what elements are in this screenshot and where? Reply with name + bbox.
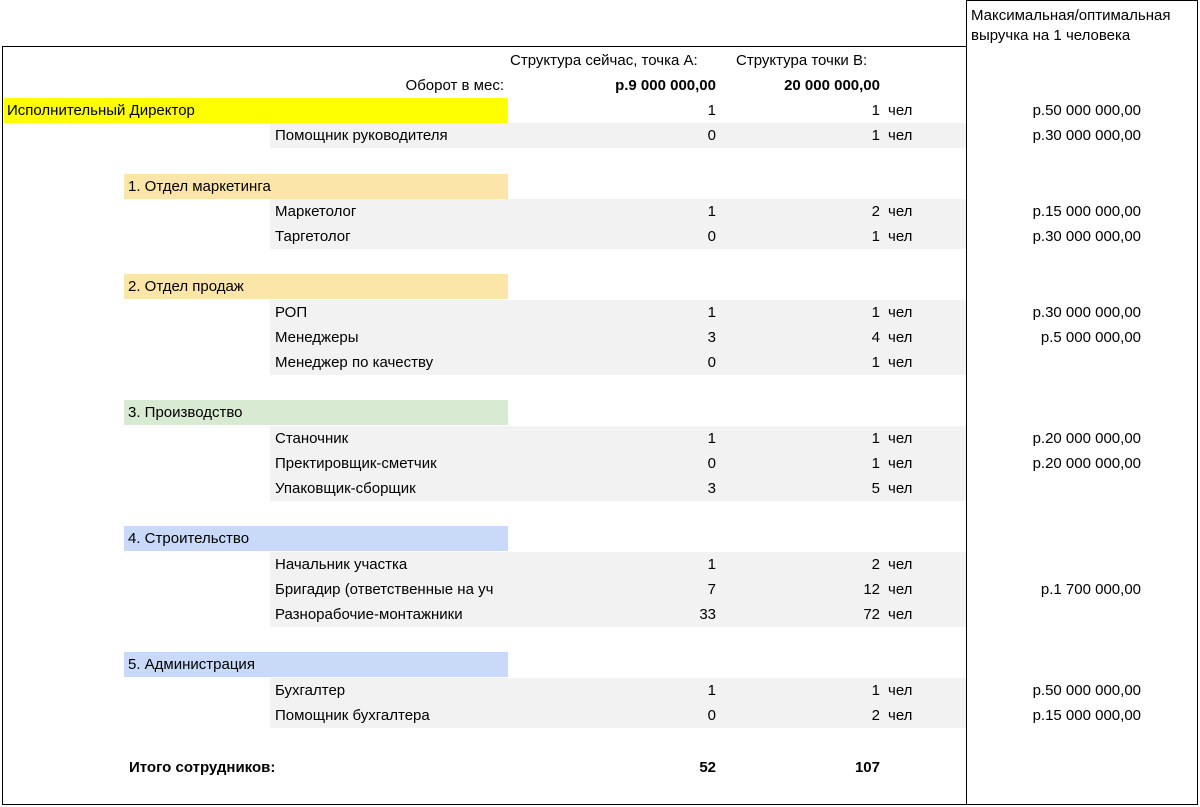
department-header-5: 5. Администрация	[124, 652, 508, 677]
total-current: 52	[699, 759, 716, 776]
staff-current: 0	[707, 228, 716, 245]
staff-current: 1	[707, 682, 716, 699]
staff-current: 1	[707, 304, 716, 321]
staff-target: 1	[871, 682, 880, 699]
staff-current: 3	[707, 329, 716, 346]
staff-revenue: р.15 000 000,00	[1032, 203, 1141, 220]
assistant-current: 0	[707, 127, 716, 144]
staff-current: 0	[707, 354, 716, 371]
staff-target: 4	[871, 329, 880, 346]
staff-revenue	[968, 602, 1141, 627]
director-unit: чел	[888, 102, 913, 119]
staff-label: Маркетолог	[275, 203, 357, 220]
staff-target: 2	[871, 707, 880, 724]
staff-revenue: р.50 000 000,00	[1032, 682, 1141, 699]
staff-unit: чел	[888, 228, 913, 245]
staff-unit: чел	[888, 682, 913, 699]
assistant-revenue: р.30 000 000,00	[1032, 127, 1141, 144]
staff-target: 12	[863, 581, 880, 598]
staff-revenue: р.5 000 000,00	[1040, 329, 1141, 346]
turnover-label: Оборот в мес:	[405, 77, 504, 94]
current-structure-header: Структура сейчас, точка А:	[510, 52, 698, 69]
staff-label: Упаковщик-сборщик	[275, 480, 416, 497]
staff-target: 5	[871, 480, 880, 497]
staff-label: Пректировщик-сметчик	[275, 455, 437, 472]
staff-label: Бухгалтер	[275, 682, 346, 699]
director-current: 1	[707, 102, 716, 119]
target-structure-header: Структура точки B:	[736, 52, 868, 69]
staff-current: 1	[707, 203, 716, 220]
staff-revenue: р.30 000 000,00	[1032, 304, 1141, 321]
staff-target: 1	[871, 304, 880, 321]
assistant-label: Помощник руководителя	[275, 127, 448, 144]
staff-unit: чел	[888, 304, 913, 321]
staff-unit: чел	[888, 581, 913, 598]
staff-unit: чел	[888, 430, 913, 447]
staff-current: 1	[707, 556, 716, 573]
total-target: 107	[854, 759, 880, 776]
turnover-current: р.9 000 000,00	[615, 77, 716, 94]
staff-unit: чел	[888, 203, 913, 220]
staff-revenue: р.15 000 000,00	[1032, 707, 1141, 724]
staff-label: Таргетолог	[275, 228, 351, 245]
staff-revenue: р.1 700 000,00	[1040, 581, 1141, 598]
staff-target: 1	[871, 354, 880, 371]
director-revenue: р.50 000 000,00	[1032, 102, 1141, 119]
staff-current: 7	[707, 581, 716, 598]
staff-unit: чел	[888, 556, 913, 573]
staff-target: 2	[871, 203, 880, 220]
staff-revenue: р.20 000 000,00	[1032, 455, 1141, 472]
staff-revenue: р.20 000 000,00	[1032, 430, 1141, 447]
department-header-1: 1. Отдел маркетинга	[124, 174, 508, 199]
staff-current: 0	[707, 707, 716, 724]
staff-target: 1	[871, 455, 880, 472]
staff-label: РОП	[275, 304, 308, 321]
assistant-unit: чел	[888, 127, 913, 144]
staff-current: 1	[707, 430, 716, 447]
staff-label: Станочник	[275, 430, 349, 447]
staff-current: 33	[699, 606, 716, 623]
total-label: Итого сотрудников:	[129, 759, 276, 776]
director-label: Исполнительный Директор	[4, 98, 508, 123]
staff-target: 2	[871, 556, 880, 573]
staff-label: Помощник бухгалтера	[275, 707, 430, 724]
staff-current: 0	[707, 455, 716, 472]
staff-target: 1	[871, 228, 880, 245]
staff-target: 1	[871, 430, 880, 447]
department-header-2: 2. Отдел продаж	[124, 274, 508, 299]
staff-label: Разнорабочие-монтажники	[275, 606, 463, 623]
assistant-target: 1	[871, 127, 880, 144]
staff-label: Менеджер по качеству	[275, 354, 434, 371]
turnover-target: 20 000 000,00	[784, 77, 880, 94]
staff-revenue	[968, 552, 1141, 577]
max-revenue-header: Максимальная/оптимальная выручка на 1 человека	[971, 7, 1171, 44]
staff-unit: чел	[888, 329, 913, 346]
staff-unit: чел	[888, 455, 913, 472]
department-header-3: 3. Производство	[124, 400, 508, 425]
staff-unit: чел	[888, 480, 913, 497]
staff-target: 72	[863, 606, 880, 623]
staff-revenue	[968, 350, 1141, 375]
staff-revenue: р.30 000 000,00	[1032, 228, 1141, 245]
staff-current: 3	[707, 480, 716, 497]
department-header-4: 4. Строительство	[124, 526, 508, 551]
staff-label: Бригадир (ответственные на уч	[275, 581, 494, 598]
staff-unit: чел	[888, 606, 913, 623]
staff-unit: чел	[888, 354, 913, 371]
director-target: 1	[871, 102, 880, 119]
staff-unit: чел	[888, 707, 913, 724]
staff-label: Менеджеры	[275, 329, 359, 346]
staff-label: Начальник участка	[275, 556, 408, 573]
staff-revenue	[968, 476, 1141, 501]
